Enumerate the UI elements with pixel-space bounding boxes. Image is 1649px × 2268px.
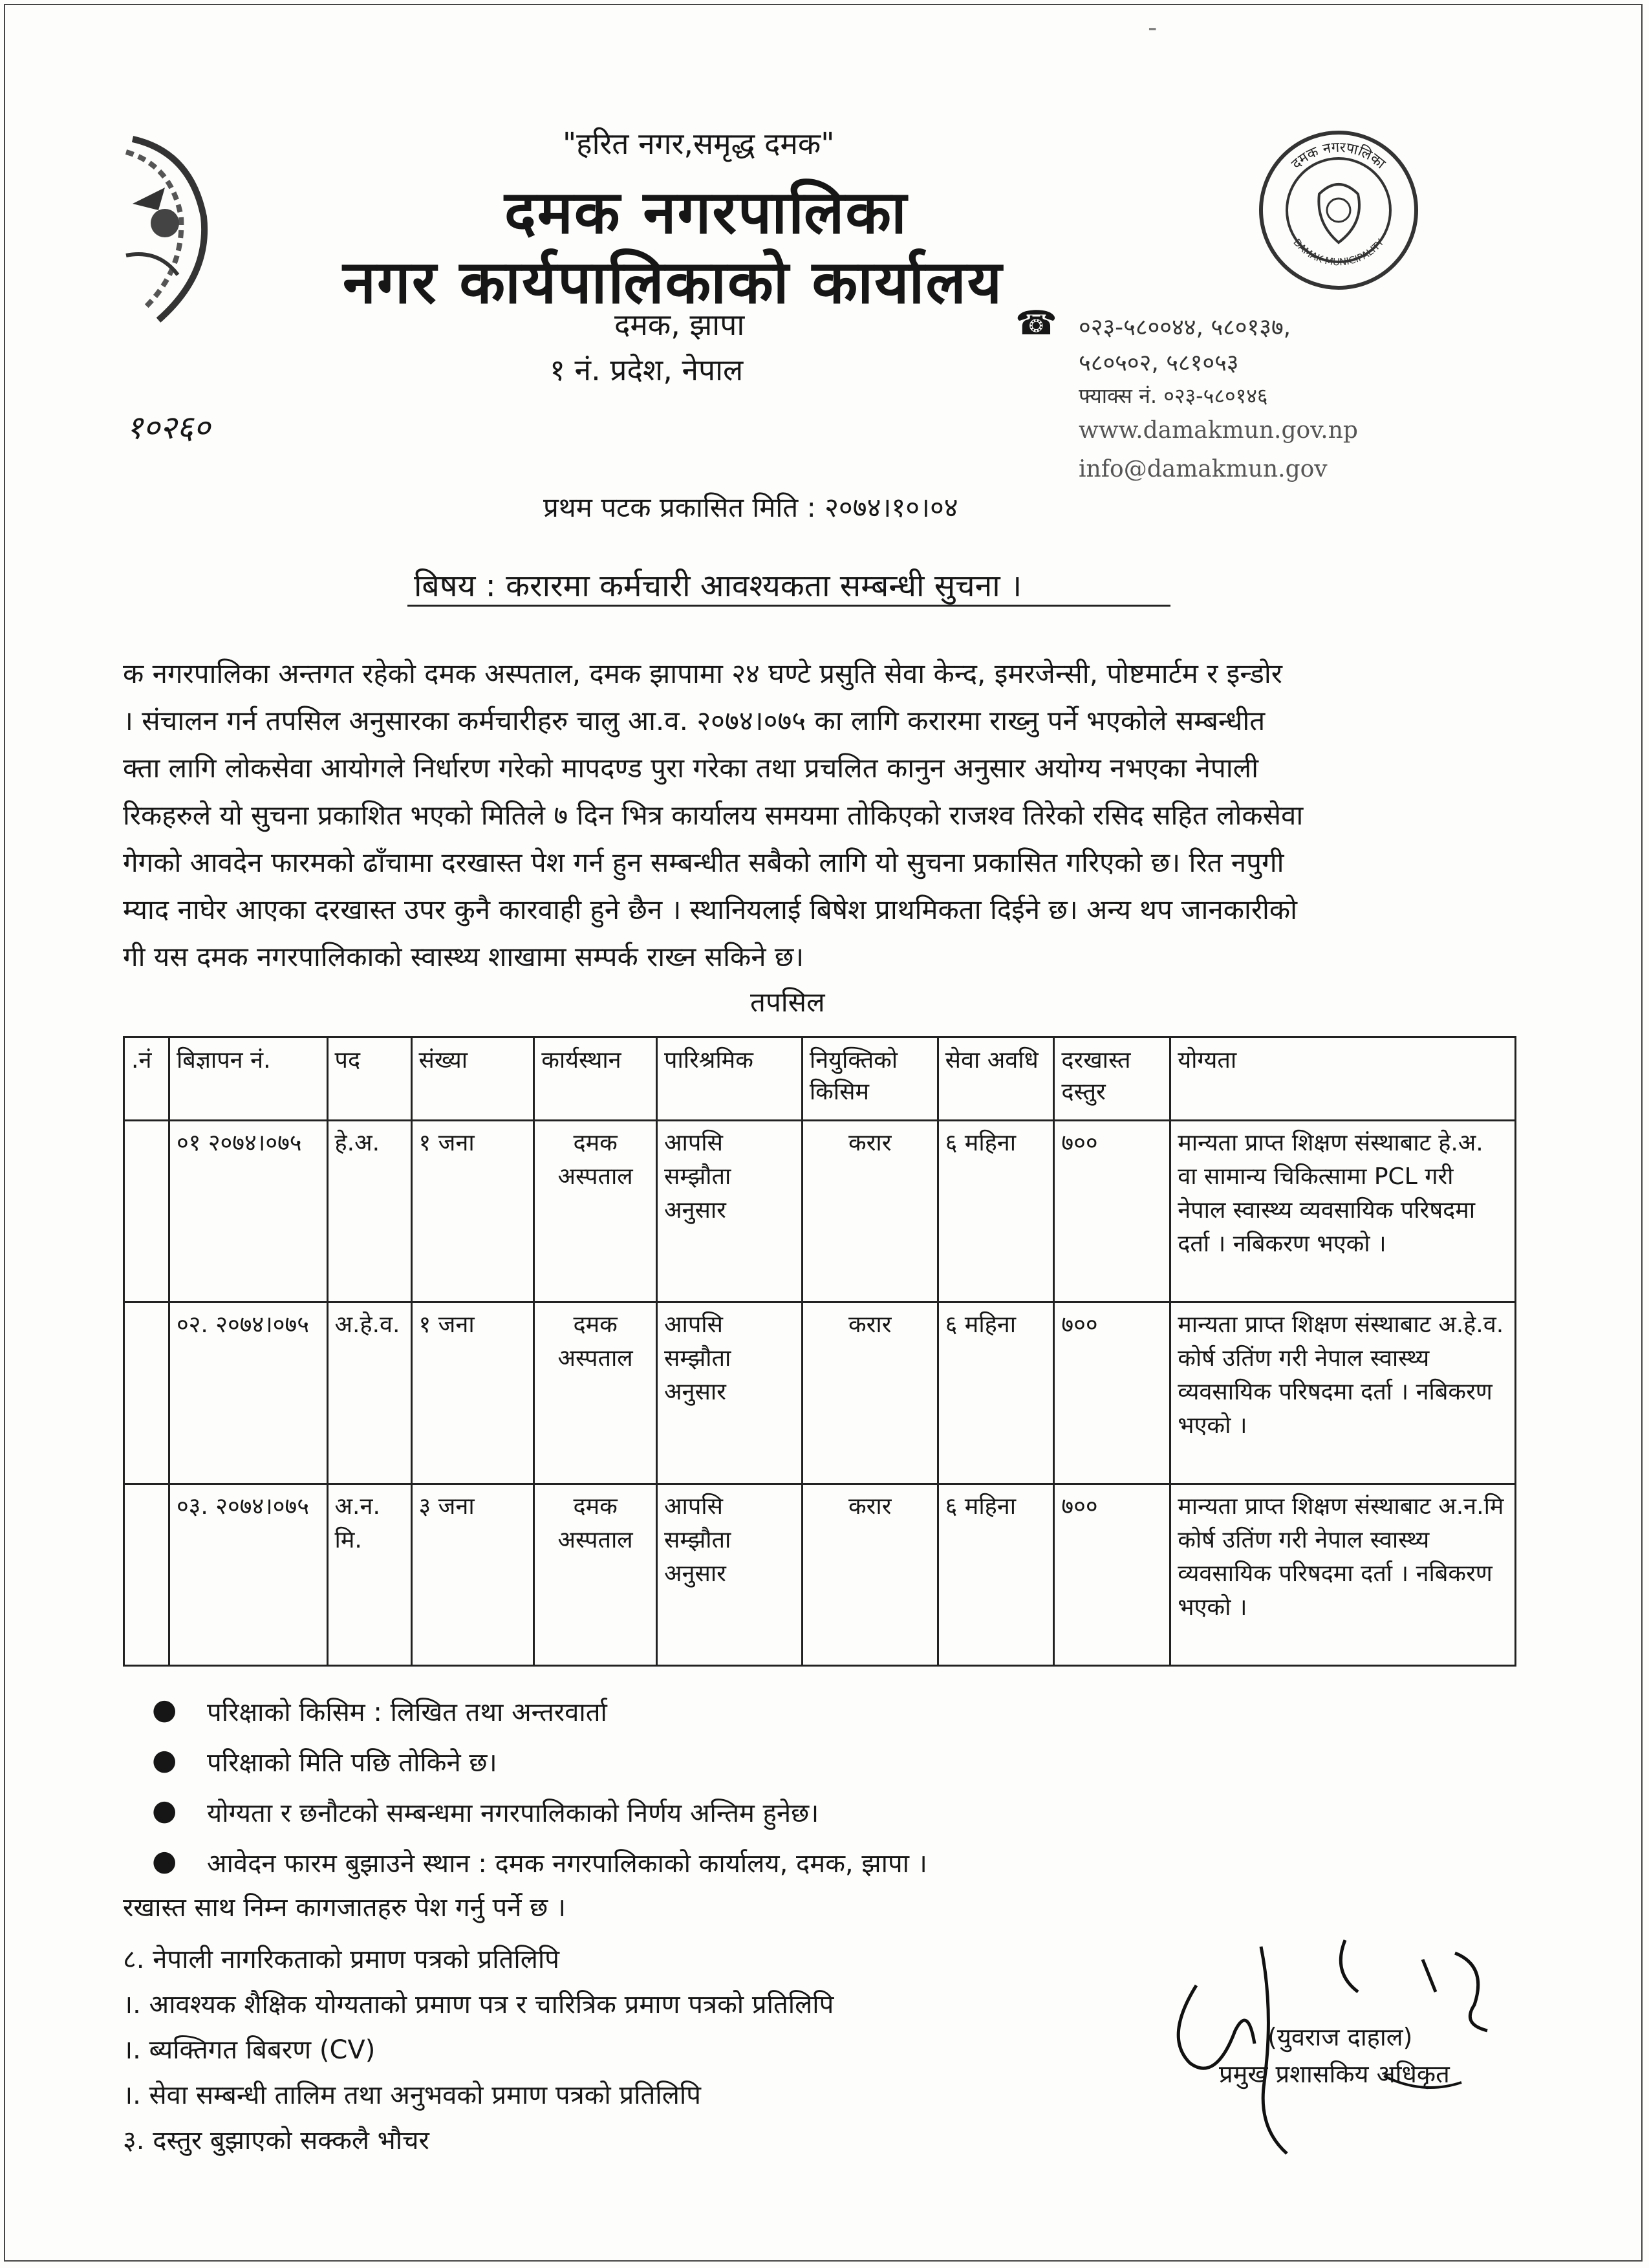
cell-ad-number: ०३. २०७४।०७५ — [169, 1484, 327, 1666]
handwritten-reference-number: १०२६० — [126, 409, 210, 446]
scan-mark: - — [1148, 13, 1158, 43]
col-header-appointment-type: नियुक्तिको किसिम — [802, 1037, 938, 1121]
list-item: ३. दस्तुर बुझाएको सक्कलै भौचर — [123, 2126, 429, 2155]
cell-remuneration: आपसि सम्झौता अनुसार — [657, 1484, 803, 1666]
cell-workplace: दमक अस्पताल — [534, 1121, 657, 1302]
col-header-workplace: कार्यस्थान — [534, 1037, 657, 1121]
cell-service-period: ६ महिना — [938, 1302, 1054, 1484]
cell-service-period: ६ महिना — [938, 1484, 1054, 1666]
cell-post: अ.हे.व. — [327, 1302, 411, 1484]
subject-line: बिषय : करारमा कर्मचारी आवश्यकता सम्बन्धी सुचना । — [414, 568, 1022, 604]
cell-count: १ जना — [411, 1121, 534, 1302]
conditions-list — [152, 1693, 927, 1895]
cell-service-period: ६ महिना — [938, 1121, 1054, 1302]
body-line: । संचालन गर्न तपसिल अनुसारका कर्मचारीहरु चालु आ.व. २०७४।०७५ का लागि करारमा राख्नु पर्ने भएकोले सम्बन्धीत — [123, 705, 1266, 737]
table-row — [124, 1121, 1516, 1302]
list-item-text: परिक्षाको किसिम : लिखित तथा अन्तरवार्ता — [207, 1698, 607, 1727]
cell-qualification: मान्यता प्राप्त शिक्षण संस्थाबाट अ.न.मि कोर्ष उतिंण गरी नेपाल स्वास्थ्य व्यवसायिक परिषदमा दर्ता । नबिकरण भएको । — [1170, 1484, 1516, 1666]
col-header-qualification: योग्यता — [1170, 1037, 1516, 1121]
address-line-1: दमक, झापा — [614, 307, 745, 342]
col-header-service-period: सेवा अवधि — [938, 1037, 1054, 1121]
notice-body — [123, 650, 1494, 980]
phone-numbers-1: ०२३-५८००४४, ५८०१३७, — [1079, 314, 1291, 341]
cell-application-fee: ७०० — [1054, 1302, 1170, 1484]
cell-sn — [124, 1302, 169, 1484]
col-header-count: संख्या — [411, 1037, 534, 1121]
body-line: रिकहरुले यो सुचना प्रकाशित भएको मितिले ७ दिन भित्र कार्यालय समयमा तोकिएको राजश्व तिरेको रसिद सहित लोकसेवा — [123, 799, 1304, 831]
slogan: "हरित नगर,समृद्ध दमक" — [563, 126, 835, 161]
cell-application-fee: ७०० — [1054, 1121, 1170, 1302]
published-date: प्रथम पटक प्रकासित मिति : २०७४।१०।०४ — [543, 491, 958, 523]
list-item: ।. ब्यक्तिगत बिबरण (CV) — [123, 2035, 376, 2065]
cell-count: १ जना — [411, 1302, 534, 1484]
cell-qualification: मान्यता प्राप्त शिक्षण संस्थाबाट हे.अ. वा सामान्य चिकित्सामा PCL गरी नेपाल स्वास्थ्य व्यवसायिक परिषदमा दर्ता । नबिकरण भएको । — [1170, 1121, 1516, 1302]
svg-text:दमक नगरपालिका — [1289, 140, 1389, 173]
nepal-emblem-icon — [120, 126, 217, 327]
body-line: क नगरपालिका अन्तगत रहेको दमक अस्पताल, दमक झापामा २४ घण्टे प्रसुति सेवा केन्द, इमरजेन्सी, पोष्टमार्टम र इन्डोर — [123, 658, 1282, 689]
cell-qualification: मान्यता प्राप्त शिक्षण संस्थाबाट अ.हे.व. कोर्ष उतिंण गरी नेपाल स्वास्थ्य व्यवसायिक परिषदमा दर्ता । नबिकरण भएको । — [1170, 1302, 1516, 1484]
col-header-ad-number: बिज्ञापन नं. — [169, 1037, 327, 1121]
cell-count: ३ जना — [411, 1484, 534, 1666]
cell-workplace: दमक अस्पताल — [534, 1302, 657, 1484]
bullet-icon: ● — [152, 1844, 177, 1877]
signatory-name: (युवराज दाहाल) — [1267, 2023, 1413, 2051]
address-line-2: १ नं. प्रदेश, नेपाल — [550, 352, 744, 387]
list-item: ।. आवश्यक शैक्षिक योग्यताको प्रमाण पत्र र चारित्रिक प्रमाण पत्रको प्रतिलिपि — [123, 1990, 834, 2020]
bullet-icon: ● — [152, 1693, 177, 1726]
seal-bottom-text: DAMAK MUNICIPALITY — [1291, 236, 1386, 268]
cell-post: अ.न. मि. — [327, 1484, 411, 1666]
col-header-sn: .नं — [124, 1037, 169, 1121]
bullet-icon: ● — [152, 1744, 177, 1777]
cell-sn — [124, 1484, 169, 1666]
list-item — [152, 1744, 927, 1794]
list-item — [152, 1693, 927, 1744]
cell-ad-number: ०२. २०७४।०७५ — [169, 1302, 327, 1484]
body-line: क्ता लागि लोकसेवा आयोगले निर्धारण गरेको मापदण्ड पुरा गरेका तथा प्रचलित कानुन अनुसार अयोग्य नभएका नेपाली — [123, 752, 1259, 784]
vacancy-table — [123, 1036, 1516, 1667]
cell-application-fee: ७०० — [1054, 1484, 1170, 1666]
org-name: दमक नगरपालिका — [504, 178, 908, 247]
col-header-post: पद — [327, 1037, 411, 1121]
body-line: म्याद नाघेर आएका दरखास्त उपर कुनै कारवाही हुने छैन । स्थानियलाई बिषेश प्राथमिकता दिईने छ। अन्य थप जानकारीको — [123, 894, 1298, 925]
list-item — [152, 1794, 927, 1844]
fax-number: फ्याक्स नं. ०२३-५८०१४६ — [1079, 383, 1268, 408]
seal-top-text: दमक नगरपालिका — [1288, 139, 1388, 173]
phone-numbers-2: ५८०५०२, ५८१०५३ — [1079, 350, 1239, 376]
signatory-title: प्रमुख प्रशासकिय अधिकृत — [1219, 2060, 1450, 2088]
cell-post: हे.अ. — [327, 1121, 411, 1302]
col-header-remuneration: पारिश्रमिक — [657, 1037, 803, 1121]
table-row — [124, 1484, 1516, 1666]
body-line: गी यस दमक नगरपालिकाको स्वास्थ्य शाखामा सम्पर्क राख्न सकिने छ। — [123, 941, 804, 973]
table-header-row — [124, 1037, 1516, 1121]
documents-list — [123, 1940, 834, 2166]
subject-underline — [407, 605, 1170, 607]
col-header-application-fee: दरखास्त दस्तुर — [1054, 1037, 1170, 1121]
list-item: ।. सेवा सम्बन्धी तालिम तथा अनुभवको प्रमाण पत्रको प्रतिलिपि — [123, 2080, 701, 2110]
email-link[interactable]: info@damakmun.gov — [1079, 456, 1328, 482]
cell-appointment-type: करार — [802, 1121, 938, 1302]
list-item-text: आवेदन फारम बुझाउने स्थान : दमक नगरपालिकाको कार्यालय, दमक, झापा । — [207, 1849, 927, 1879]
body-line: गेगको आवदेन फारमको ढाँचामा दरखास्त पेश गर्न हुन सम्बन्धीत सबैको लागि यो सुचना प्रकासित गरिएको छ। रित नपुगी — [123, 847, 1284, 878]
bullet-icon: ● — [152, 1794, 177, 1827]
cell-sn — [124, 1121, 169, 1302]
documents-heading: रखास्त साथ निम्न कागजातहरु पेश गर्नु पर्ने छ । — [123, 1893, 566, 1923]
list-item-text: योग्यता र छनौटको सम्बन्धमा नगरपालिकाको निर्णय अन्तिम हुनेछ। — [207, 1798, 819, 1828]
list-item — [152, 1844, 927, 1895]
cell-appointment-type: करार — [802, 1302, 938, 1484]
list-item: ८. नेपाली नागरिकताको प्रमाण पत्रको प्रतिलिपि — [123, 1945, 559, 1974]
cell-ad-number: ०१ २०७४।०७५ — [169, 1121, 327, 1302]
table-row — [124, 1302, 1516, 1484]
list-item-text: परिक्षाको मिति पछि तोकिने छ। — [207, 1748, 497, 1778]
office-name: नगर कार्यपालिकाको कार्यालय — [343, 248, 1004, 317]
cell-remuneration: आपसि सम्झौता अनुसार — [657, 1121, 803, 1302]
cell-remuneration: आपसि सम्झौता अनुसार — [657, 1302, 803, 1484]
phone-icon: ☎ — [1015, 304, 1057, 343]
table-title: तपसिल — [750, 986, 825, 1018]
website-link[interactable]: www.damakmun.gov.np — [1079, 417, 1358, 444]
cell-appointment-type: करार — [802, 1484, 938, 1666]
cell-workplace: दमक अस्पताल — [534, 1484, 657, 1666]
municipality-seal-icon — [1255, 126, 1423, 294]
